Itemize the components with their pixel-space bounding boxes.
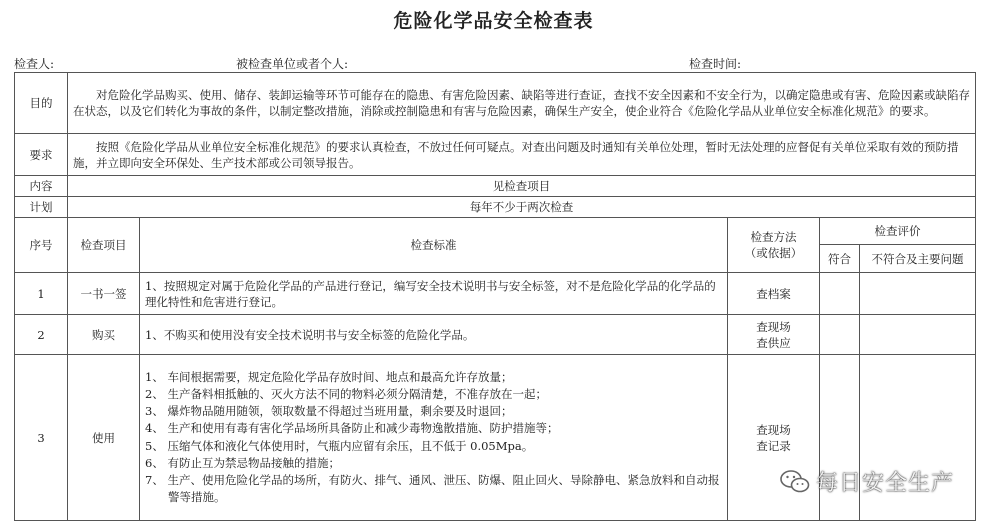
plan-row — [15, 197, 976, 218]
watermark-text: 每日安全生产 — [816, 471, 955, 496]
col-standard-header: 检查标准 — [140, 218, 728, 273]
col-method-line2: （或依据） — [744, 246, 803, 260]
plan-label: 计划 — [15, 197, 68, 218]
plan-text: 每年不少于两次检查 — [68, 197, 976, 218]
requirement-text: 按照《危险化学品从业单位安全标准化规范》的要求认真检查，不放过任何可疑点。对查出问题及时通知有关单位处理，暂时无法处理的应督促有关单位采取有效的预防措施，并立即向安全环保处、生产技术部或公司领导报告。 — [68, 134, 976, 176]
item-standard: 1、 车间根据需要，规定危险化学品存放时间、地点和最高允许存放量； — [145, 369, 513, 384]
item-name: 一书一签 — [68, 273, 140, 315]
col-method-line1: 检查方法 — [750, 230, 797, 244]
requirement-label: 要求 — [15, 134, 68, 176]
item-seq: 3 — [15, 355, 68, 521]
item-standard: 3、 爆炸物品随用随领，领取数量不得超过当班用量，剩余要及时退回； — [145, 404, 513, 419]
content-text: 见检查项目 — [68, 176, 976, 197]
item-method-line: 查现场 — [756, 422, 791, 437]
item-standard: 7、 生产、使用危险化学品的场所，有防火、排气、通风、泄压、防爆、阻止回火、导除静电、紧急放料和自动报警等措施。 — [145, 472, 720, 505]
item-seq: 1 — [15, 273, 68, 315]
col-seq-header: 序号 — [15, 218, 68, 273]
item-nonconform-cell[interactable] — [860, 315, 976, 355]
page-title: 危险化学品安全检查表 — [393, 10, 594, 32]
column-header-row — [15, 218, 976, 245]
item-seq: 2 — [15, 315, 68, 355]
table-row — [15, 273, 976, 315]
inspection-time-label: 检查时间: — [689, 57, 742, 71]
inspector-label: 检查人: — [14, 57, 55, 71]
item-standard: 2、 生产备料相抵触的、灭火方法不同的物料必须分隔清楚，不准存放在一起； — [145, 386, 547, 401]
col-method-header — [728, 218, 820, 273]
item-method-line: 查现场 — [756, 319, 791, 334]
item-method: 查档案 — [728, 273, 820, 315]
requirement-row — [15, 134, 976, 176]
col-conform-header: 符合 — [820, 245, 860, 273]
item-method — [728, 315, 820, 355]
item-standard: 1、按照规定对属于危险化学品的产品进行登记，编写安全技术说明书与安全标签，对不是危险化学品的化学品的理化特性和危害进行登记。 — [140, 273, 728, 315]
item-conform-cell[interactable] — [820, 273, 860, 315]
content-label: 内容 — [15, 176, 68, 197]
item-standard: 1、不购买和使用没有安全技术说明书与安全标签的危险化学品。 — [140, 315, 728, 355]
item-name: 使用 — [68, 355, 140, 521]
item-conform-cell[interactable] — [820, 315, 860, 355]
item-standard: 6、 有防止互为禁忌物品接触的措施； — [145, 455, 340, 470]
item-standard-list — [140, 355, 728, 521]
inspected-unit-label: 被检查单位或者个人: — [236, 57, 349, 71]
item-method-line: 查供应 — [756, 335, 791, 350]
item-standard: 5、 压缩气体和液化气体使用时，气瓶内应留有余压，且不低于 0.05Mpa。 — [145, 438, 534, 453]
col-item-header: 检查项目 — [68, 218, 140, 273]
item-standard: 4、 生产和使用有毒有害化学品场所具备防止和减少毒物逸散措施、防护措施等； — [145, 421, 559, 436]
item-method-line: 查记录 — [756, 438, 791, 453]
table-row — [15, 315, 976, 355]
purpose-row — [15, 73, 976, 134]
item-name: 购买 — [68, 315, 140, 355]
content-row — [15, 176, 976, 197]
wechat-icon — [780, 469, 810, 495]
purpose-text: 对危险化学品购买、使用、储存、装卸运输等环节可能存在的隐患、有害危险因素、缺陷等进行查证，查找不安全因素和不安全行为，以确定隐患或有害、危险因素或缺陷存在状态，以及它们转化为事故的条件，以制定整改措施，消除或控制隐患和有害与危险因素，确保生产安全，使企业符合《危险化学品从业单位安全标准化规范》的要求。 — [68, 73, 976, 134]
col-evaluation-header: 检查评价 — [820, 218, 976, 245]
purpose-label: 目的 — [15, 73, 68, 134]
watermark — [780, 466, 954, 497]
inspection-table — [14, 72, 976, 521]
item-nonconform-cell[interactable] — [860, 273, 976, 315]
col-nonconform-header: 不符合及主要问题 — [860, 245, 976, 273]
